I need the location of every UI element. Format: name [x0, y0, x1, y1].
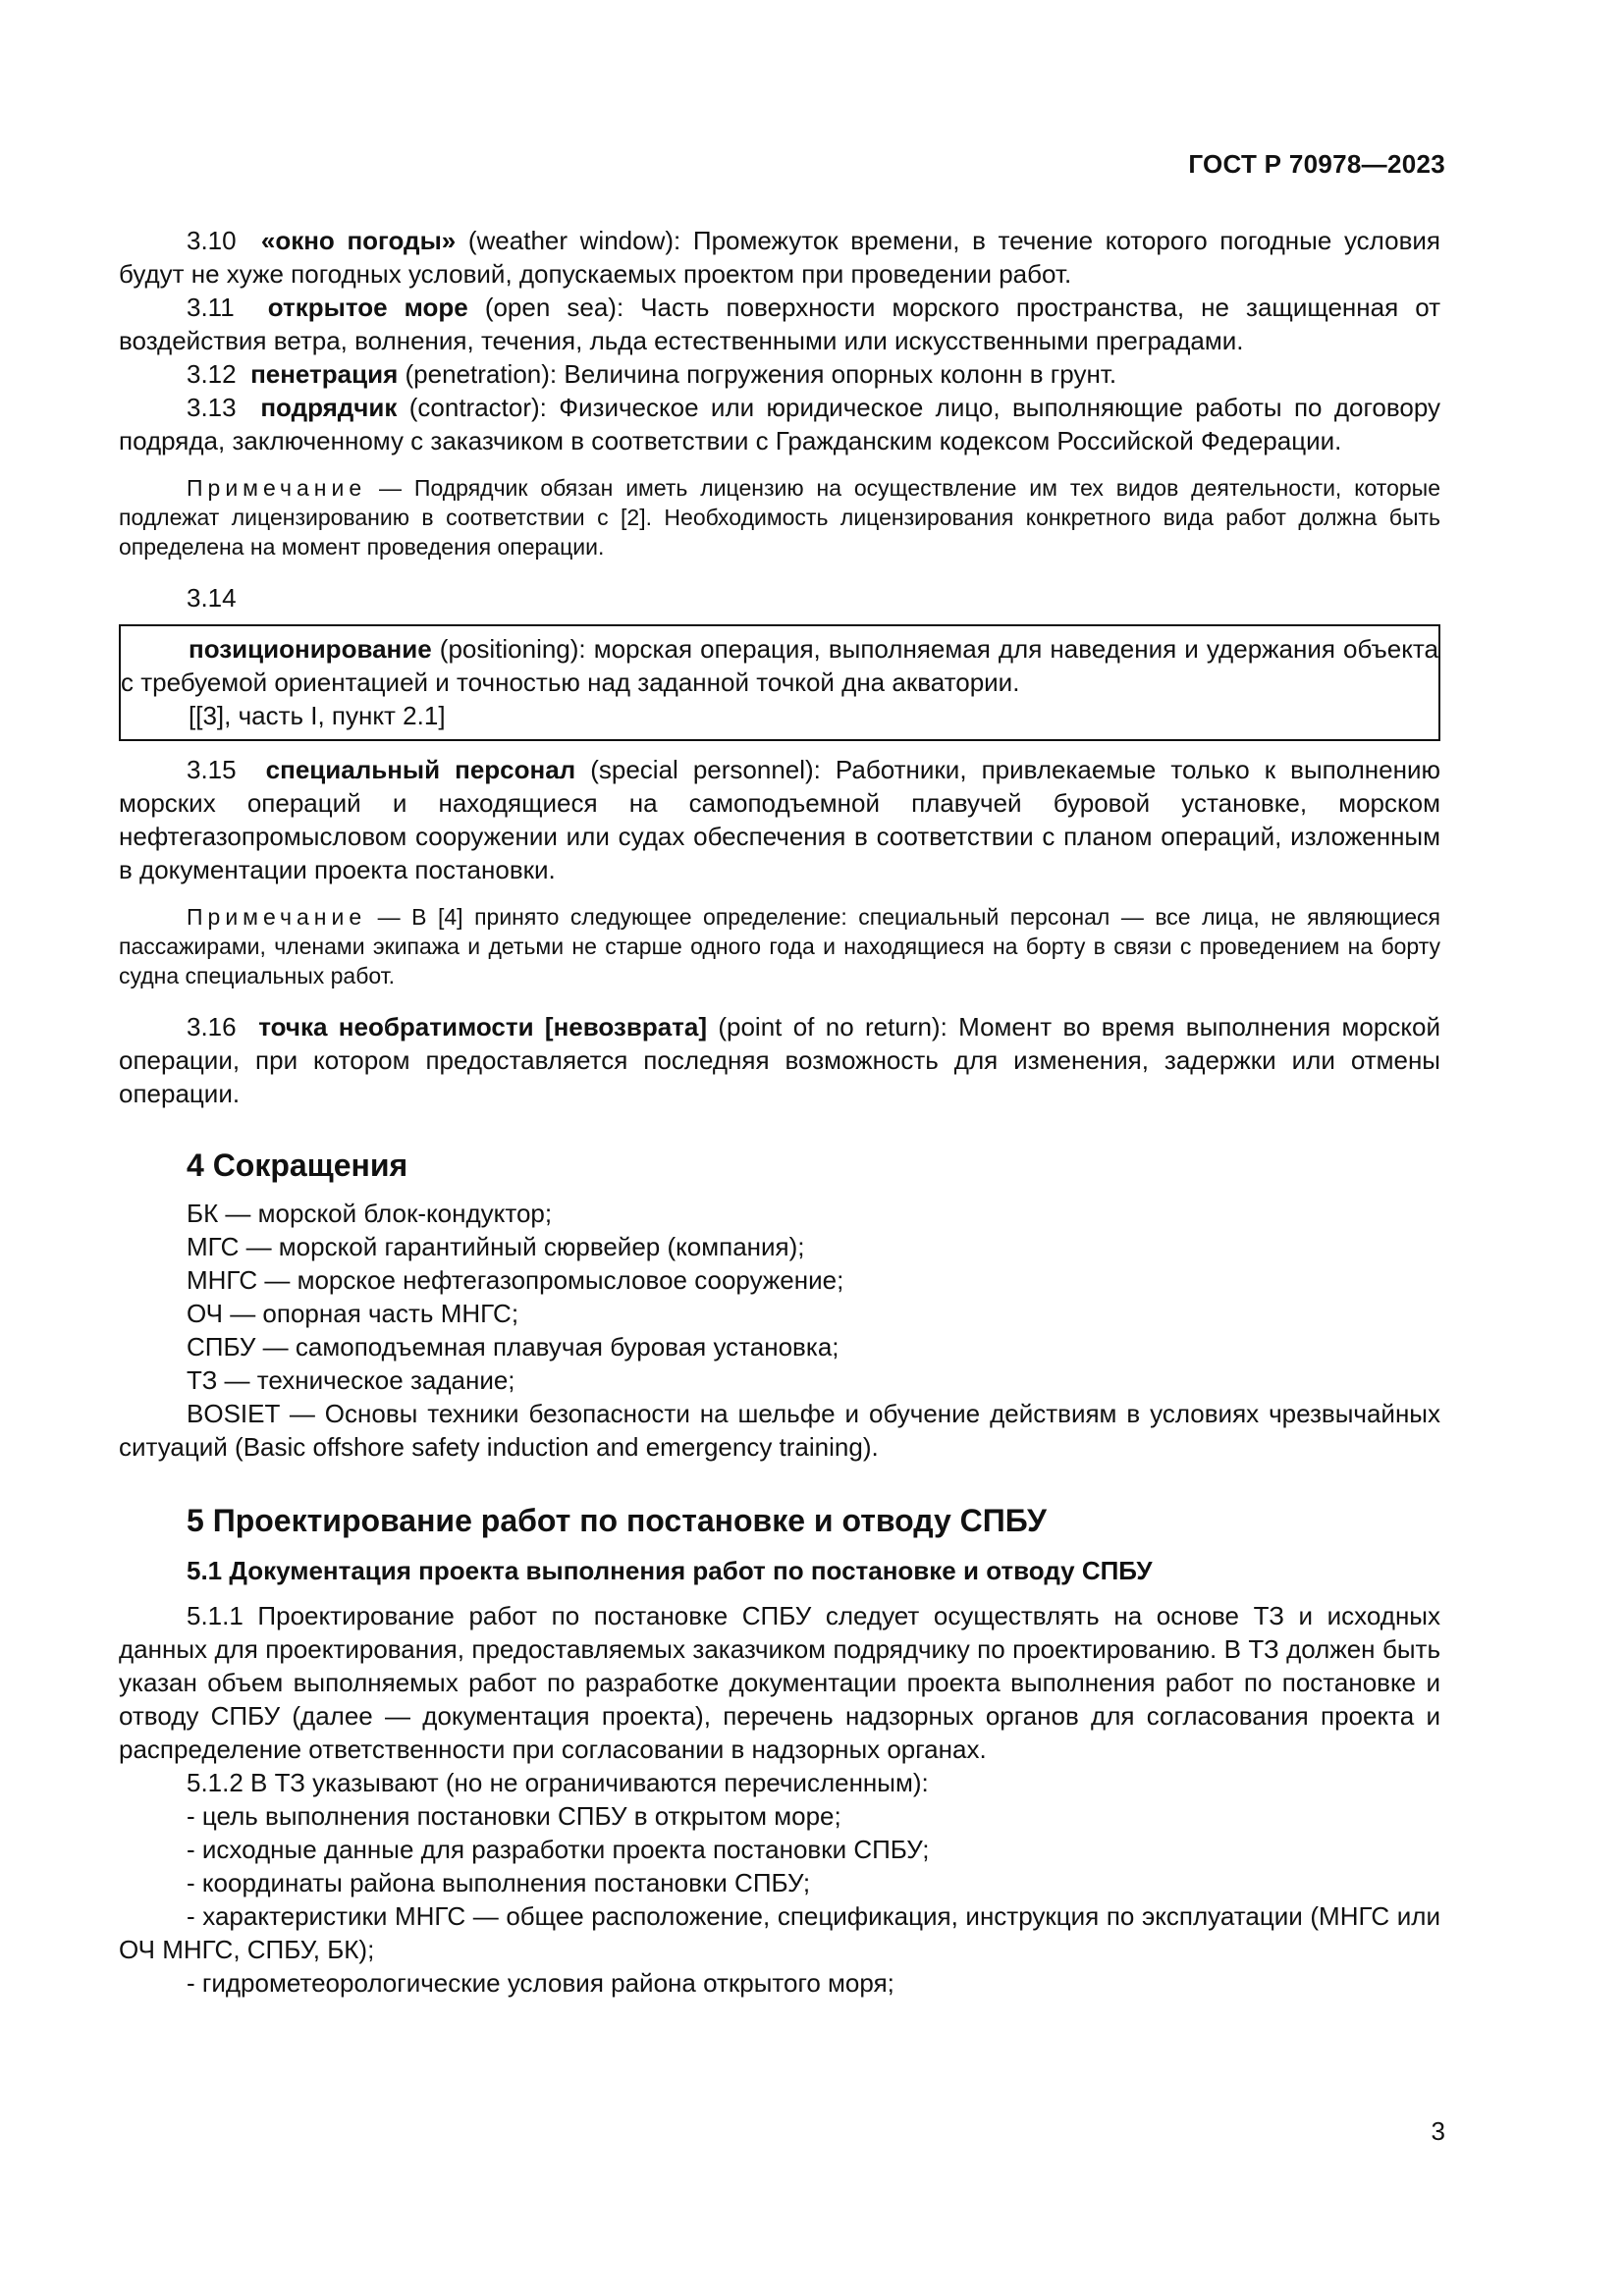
definition-text: (contractor): Физическое или юридическое лицо, выполняющие работы по договору подряда, заключенному с заказчиком в соответствии с Гражданским кодексом Российской Федерации. [119, 393, 1440, 455]
list-item: - координаты района выполнения постановки СПБУ; [187, 1868, 811, 1897]
clause-number: 3.12 [187, 359, 237, 389]
note-3-15 [119, 902, 1440, 990]
note-label: Примечание [187, 904, 367, 930]
clause-number: 3.11 [187, 293, 235, 322]
abbreviation-item: ОЧ — опорная часть МНГС; [187, 1299, 519, 1328]
clause-number: 3.13 [187, 393, 237, 422]
term: «окно погоды» [260, 226, 457, 255]
abbreviation-item: БК — морской блок-кондуктор; [187, 1199, 553, 1228]
note-3-13 [119, 473, 1440, 561]
definition-text: (weather window): Промежуток времени, в течение которого погодные условия будут не хуже погодных условий, допускаемых проектом при проведении работ. [119, 226, 1440, 289]
note-label: Примечание [187, 475, 367, 501]
definition-text: (open sea): Часть поверхности морского пространства, не защищенная от воздействия ветра, волнения, течения, льда естественными или искусственными преградами. [119, 293, 1441, 355]
subsection-5-1-heading: 5.1 Документация проекта выполнения работ по постановке и отводу СПБУ [187, 1556, 1153, 1585]
list-item: - гидрометеорологические условия района открытого моря; [187, 1968, 894, 1998]
paragraph-5-1-2: 5.1.2 В ТЗ указывают (но не ограничиваются перечисленным): [187, 1768, 929, 1797]
note-text: — В [4] принято следующее определение: специальный персонал — все лица, не являющиеся пассажирами, членами экипажа и детьми не старше одного года и находящиеся на борту в связи с проведением на борту судна специальных работ. [119, 904, 1440, 988]
abbreviation-item: МГС — морской гарантийный сюрвейер (компания); [187, 1232, 805, 1261]
definition-text: (penetration): Величина погружения опорных колонн в грунт. [398, 359, 1117, 389]
definition-3-14 [121, 632, 1438, 699]
list-item: - цель выполнения постановки СПБУ в открытом море; [187, 1801, 841, 1831]
definition-3-11 [119, 291, 1440, 357]
clause-number-3-14: 3.14 [187, 583, 237, 613]
section-4-heading: 4 Сокращения [187, 1148, 408, 1183]
document-code: ГОСТ Р 70978—2023 [1188, 149, 1445, 179]
term: точка необратимости [невозврата] [258, 1012, 708, 1041]
list-item: - характеристики МНГС — общее расположение, спецификация, инструкция по эксплуатации (МНГС или ОЧ МНГС, СПБУ, БК); [119, 1901, 1440, 1964]
term: позиционирование [189, 634, 432, 664]
list-item: - исходные данные для разработки проекта постановки СПБУ; [187, 1835, 930, 1864]
definition-reference: [[3], часть I, пункт 2.1] [189, 701, 446, 730]
definition-3-15 [119, 753, 1440, 886]
definition-text: (point of no return): Момент во время выполнения морской операции, при котором предоставляется последняя возможность для изменения, задержки или отмены операции. [119, 1012, 1440, 1108]
definition-text: (positioning): морская операция, выполняемая для наведения и удержания объекта с требуемой ориентацией и точностью над заданной точкой дна акватории. [121, 634, 1438, 697]
page-number: 3 [1431, 2116, 1445, 2146]
boxed-definition-3-14 [119, 624, 1440, 741]
section-5-heading: 5 Проектирование работ по постановке и отводу СПБУ [187, 1503, 1047, 1538]
term: подрядчик [260, 393, 398, 422]
abbreviation-item: BOSIET — Основы техники безопасности на шельфе и обучение действиям в условиях чрезвычайных ситуаций (Basic offshore safety induction and emergency training). [119, 1399, 1440, 1462]
definition-3-13 [119, 391, 1440, 457]
clause-number: 3.10 [187, 226, 237, 255]
term: специальный персонал [265, 755, 576, 784]
paragraph-5-1-1: 5.1.1 Проектирование работ по постановке СПБУ следует осуществлять на основе ТЗ и исходных данных для проектирования, предоставляемых заказчиком подрядчику по проектированию. В ТЗ должен быть указан объем выполняемых работ по разработке документации проекта выполнения работ по постановке и отводу СПБУ (далее — документация проекта), перечень надзорных органов для согласования проекта и распределение ответственности при согласовании в надзорных органах. [119, 1601, 1440, 1764]
term: открытое море [267, 293, 468, 322]
clause-number: 3.16 [187, 1012, 237, 1041]
abbreviation-item: ТЗ — техническое задание; [187, 1365, 515, 1395]
abbreviation-item: МНГС — морское нефтегазопромысловое сооружение; [187, 1265, 844, 1295]
abbreviation-item: СПБУ — самоподъемная плавучая буровая установка; [187, 1332, 839, 1362]
note-text: — Подрядчик обязан иметь лицензию на осуществление им тех видов деятельности, которые подлежат лицензированию в соответствии с [2]. Необходимость лицензирования конкретного вида работ должна быть определена на момент проведения операции. [119, 475, 1440, 560]
definition-3-12 [119, 357, 1440, 391]
definition-3-16 [119, 1010, 1440, 1110]
term: пенетрация [250, 359, 399, 389]
definition-text: (special personnel): Работники, привлекаемые только к выполнению морских операций и находящиеся на самоподъемной плавучей буровой установке, морском нефтегазопромысловом сооружении или судах обеспечения в соответствии с планом операций, изложенным в документации проекта постановки. [119, 755, 1440, 884]
clause-number: 3.15 [187, 755, 237, 784]
definition-3-10 [119, 224, 1440, 291]
page-content [119, 224, 1440, 2000]
